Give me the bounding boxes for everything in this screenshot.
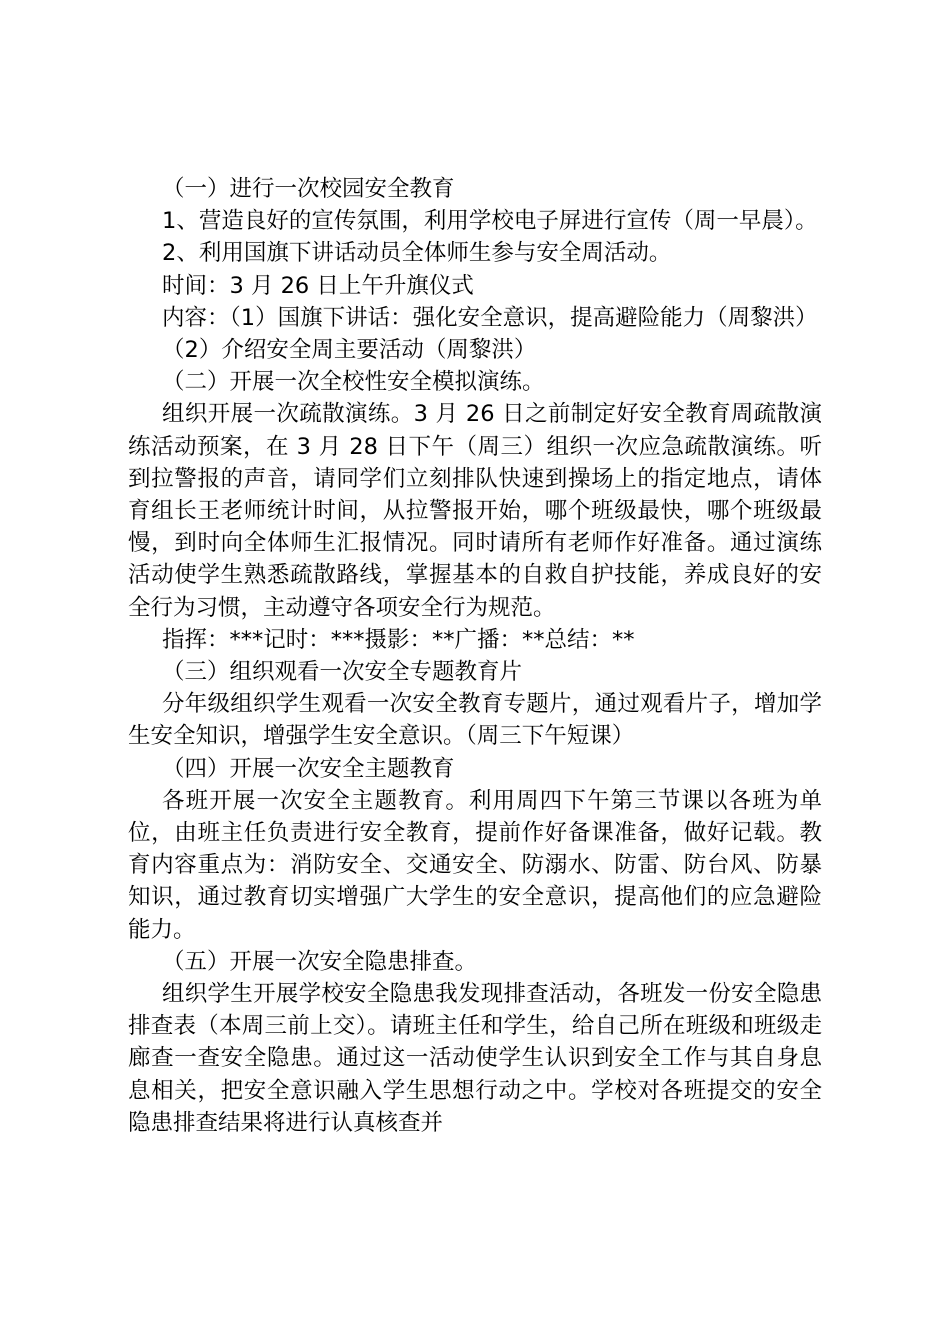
paragraph-item-2: 2、利用国旗下讲话动员全体师生参与安全周活动。: [162, 240, 672, 267]
section-heading-3: （三）组织观看一次安全专题教育片: [162, 659, 523, 686]
paragraph-hazard-check: 组织学生开展学校安全隐患我发现排查活动，各班发一份安全隐患排查表（本周三前上交）。请班主任和学生，给自己所在班级和班级走廊查一查安全隐患。通过这一活动使学生认识到安全工作与其自身息息相关，把安全意识融入学生思想行动之中。学校对各班提交的安全隐患排查结果将进行认真核查并: [128, 981, 822, 1136]
section-heading-4: （四）开展一次安全主题教育: [162, 755, 455, 782]
section-heading-2: （二）开展一次全校性安全模拟演练。: [162, 369, 545, 396]
paragraph-theme-education: 各班开展一次安全主题教育。利用周四下午第三节课以各班为单位，由班主任负责进行安全教育，提前作好备课准备，做好记载。教育内容重点为：消防安全、交通安全、防溺水、防雷、防台风、防暴知识，通过教育切实增强广大学生的安全意识，提高他们的应急避险能力。: [128, 787, 822, 943]
paragraph-film: 分年级组织学生观看一次安全教育专题片，通过观看片子，增加学生安全知识，增强学生安全意识。（周三下午短课）: [128, 691, 822, 750]
paragraph-roles: 指挥：***记时：***摄影：**广播：**总结：**: [162, 626, 635, 653]
paragraph-content: 内容：（1）国旗下讲话：强化安全意识，提高避险能力（周黎洪）: [162, 304, 818, 331]
section-heading-1: （一）进行一次校园安全教育: [162, 176, 455, 202]
paragraph-item-1: 1、营造良好的宣传氛围，利用学校电子屏进行宣传（周一早晨）。: [162, 208, 818, 235]
paragraph-time: 时间：3 月 26 日上午升旗仪式: [162, 272, 474, 299]
paragraph-drill: 组织开展一次疏散演练。3 月 26 日之前制定好安全教育周疏散演练活动预案，在 3 月 28 日下午（周三）组织一次应急疏散演练。听到拉警报的声音，请同学们立刻排队快速到操场上的指定地点，请体育组长王老师统计时间，从拉警报开始，哪个班级最快，哪个班级最慢，到时向全体师生汇报情况。同时请所有老师作好准备。通过演练活动使学生熟悉疏散路线，掌握基本的自救自护技能，养成良好的安全行为习惯，主动遵守各项安全行为规范。: [128, 401, 822, 621]
section-heading-5: （五）开展一次安全隐患排查。: [162, 948, 478, 975]
paragraph-content-2: （2）介绍安全周主要活动（周黎洪）: [162, 337, 537, 364]
document-body: [128, 173, 822, 1139]
